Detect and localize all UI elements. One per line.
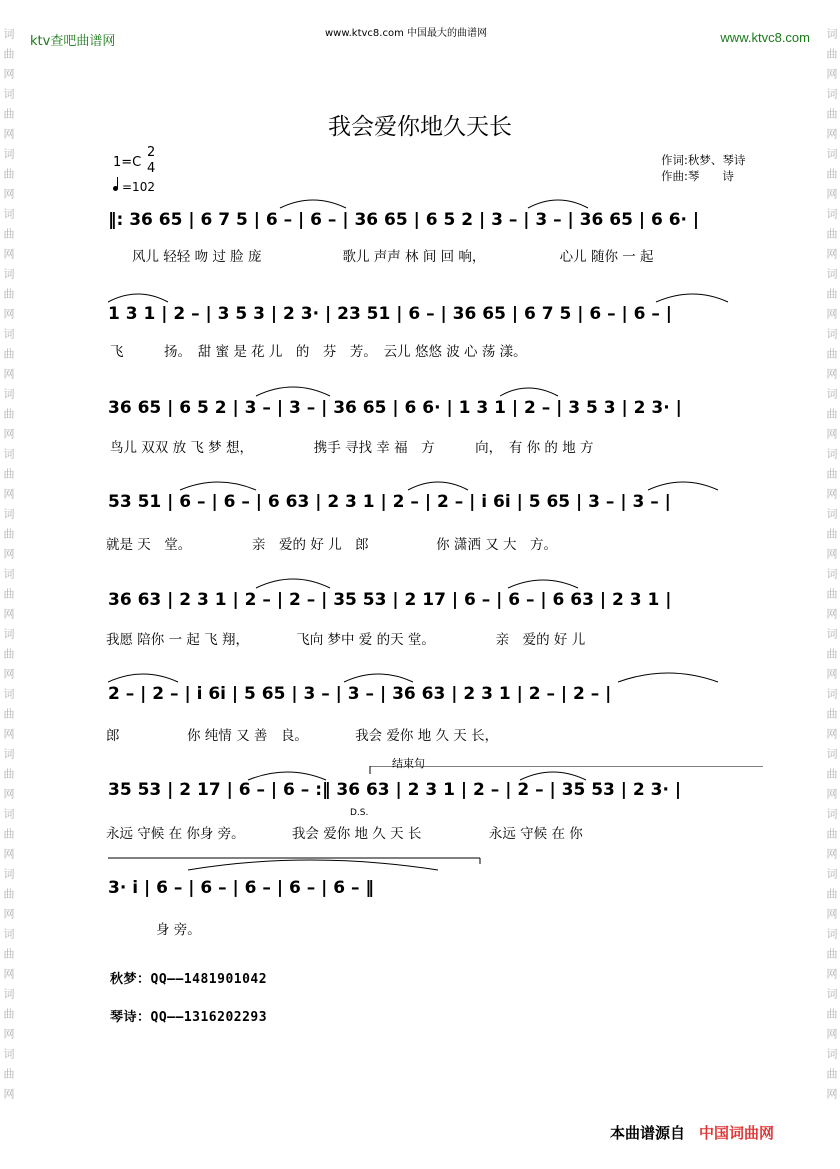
score-line-2 [108,290,768,336]
meter-bottom: 4 [147,161,156,176]
lyrics-line-4: 就是 天 堂。 亲 爱的 好 儿 郎 你 潇洒 又 大 方。 [106,537,557,553]
notes-line-7: 35 53 | 2 17 | 6 – | 6 – :‖ 36 63 | 2 3 1 | 2 – | 2 – | 35 53 | 2 3· | [108,780,682,800]
notes-line-4: 53 51 | 6 – | 6 – | 6 63 | 2 3 1 | 2 – | 2 – | i 6i | 5 65 | 3 – | 3 – | [108,492,671,512]
meter-top: 2 [147,145,156,160]
notes-line-1: ‖: 36 65 | 6 7 5 | 6 – | 6 – | 36 65 | 6 5 2 | 3 – | 3 – | 36 65 | 6 6· | [108,210,700,230]
score-line-1 [108,196,768,242]
score-line-5 [108,576,768,622]
lyrics-line-2: 飞 扬。 甜 蜜 是 花 儿 的 芬 芳。 云儿 悠悠 波 心 荡 漾。 [110,344,527,360]
source-label: 本曲谱源自 [610,1124,686,1142]
source-brand-link[interactable]: 中国词曲网 [699,1124,775,1142]
lyrics-line-5: 我愿 陪你 一 起 飞 翔， 飞向 梦中 爱 的天 堂。 亲 爱的 好 儿 [106,632,586,648]
notes-line-5: 36 63 | 2 3 1 | 2 – | 2 – | 35 53 | 2 17 | 6 – | 6 – | 6 63 | 2 3 1 | [108,590,672,610]
score-line-4 [108,478,768,524]
contact-1-name: 秋梦： [110,972,151,987]
contact-1-qq: QQ——1481901042 [150,972,268,987]
song-title: 我会爱你地久天长 [328,114,512,140]
lyrics-line-6: 郎 你 纯情 又 善 良。 我会 爱你 地 久 天 长， [106,728,499,744]
lyrics-line-7: 永远 守候 在 你身 旁。 我会 爱你 地 久 天 长 永远 守候 在 你 [106,826,583,842]
ds-label: D.S. [350,808,369,818]
notes-line-3: 36 65 | 6 5 2 | 3 – | 3 – | 36 65 | 6 6· | 1 3 1 | 2 – | 3 5 3 | 2 3· | [108,398,682,418]
header-left-link[interactable]: ktv查吧曲谱网 [30,34,116,49]
credits [661,152,745,184]
ending-label: 结束句 [392,757,425,770]
notes-line-6: 2 – | 2 – | i 6i | 5 65 | 3 – | 3 – | 36 63 | 2 3 1 | 2 – | 2 – | [108,684,612,704]
tempo-mark [113,180,155,194]
score-line-3 [108,384,768,430]
lyrics-line-3: 鸟儿 双双 放 飞 梦 想， 携手 寻找 幸 福 方 向， 有 你 的 地 方 [110,440,594,456]
lyrics-line-1: 风儿 轻轻 吻 过 脸 庞 歌儿 声声 林 间 回 响， 心儿 随你 一 起 [132,249,654,265]
watermark-left: 词曲网词曲网词曲网词曲网词曲网词曲网词曲网词曲网词曲网词曲网词曲网词曲网词曲网词曲网词曲网词曲网词曲网词曲网 [2,28,15,1108]
source-credit [610,1122,774,1143]
lyricist: 作词:秋梦、琴诗 [661,153,746,167]
score-line-8 [108,852,768,898]
time-signature [147,145,155,177]
quarter-note-icon [113,186,118,191]
contact-1 [110,968,267,987]
score-line-6 [108,670,768,716]
score-line-7 [108,766,768,812]
header-center-text: www.ktvc8.com 中国最大的曲谱网 [325,28,488,39]
composer: 作曲:琴 诗 [661,169,734,183]
lyrics-line-8: 身 旁。 [156,922,201,938]
contact-2-qq: QQ——1316202293 [150,1010,268,1025]
watermark-right: 词曲网词曲网词曲网词曲网词曲网词曲网词曲网词曲网词曲网词曲网词曲网词曲网词曲网词曲网词曲网词曲网词曲网词曲网 [825,28,838,1108]
tempo-value: =102 [122,180,155,194]
contact-2-name: 琴诗： [110,1010,151,1025]
header-right-link[interactable]: www.ktvc8.com [720,30,810,45]
notes-line-8: 3· i | 6 – | 6 – | 6 – | 6 – | 6 – ‖ [108,878,374,898]
notes-line-2: 1 3 1 | 2 – | 3 5 3 | 2 3· | 23 51 | 6 – | 36 65 | 6 7 5 | 6 – | 6 – | [108,304,672,324]
key-signature: 1=C [113,155,142,170]
contact-2 [110,1006,267,1025]
